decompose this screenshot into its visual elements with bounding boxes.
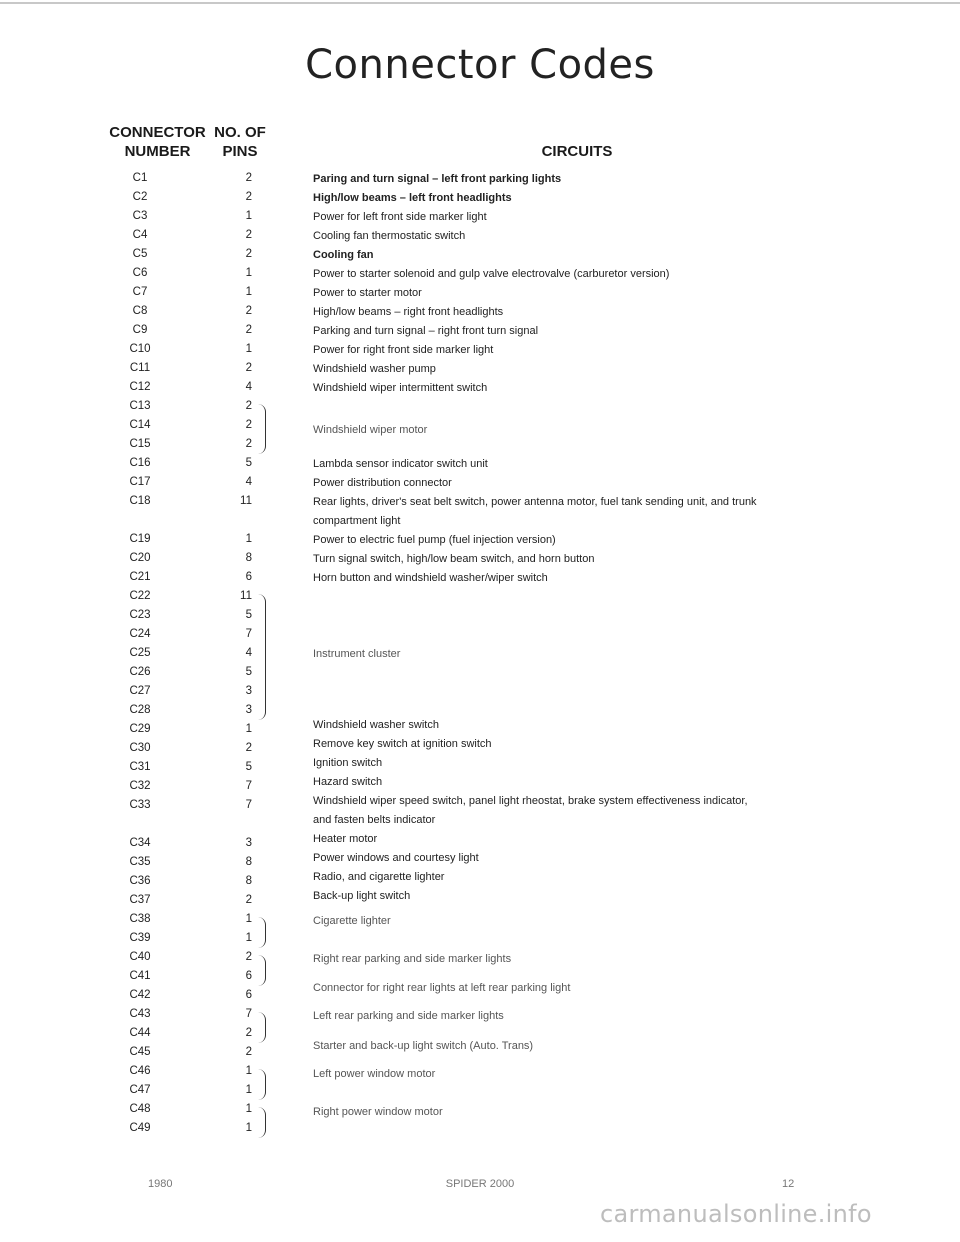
circuit-description: Windshield wiper motor — [313, 424, 428, 436]
pin-count: 6 — [245, 970, 252, 982]
connector-code: C38 — [129, 913, 151, 925]
circuit-description: Radio, and cigarette lighter — [313, 871, 445, 883]
connector-code: C11 — [129, 362, 151, 374]
circuit-description: Starter and back-up light switch (Auto. Trans) — [313, 1040, 534, 1052]
connector-code: C8 — [132, 305, 148, 317]
pin-count: 5 — [245, 761, 252, 773]
pin-count: 1 — [245, 533, 252, 545]
pin-count: 4 — [245, 381, 252, 393]
pin-count: 2 — [245, 419, 252, 431]
pin-count: 11 — [240, 590, 252, 602]
connector-code: C39 — [129, 932, 151, 944]
pin-count: 1 — [245, 913, 252, 925]
connector-code: C25 — [129, 647, 151, 659]
pin-count: 7 — [245, 628, 252, 640]
connector-code: C13 — [129, 400, 151, 412]
circuit-description: Rear lights, driver's seat belt switch, power antenna motor, fuel tank sending unit, and trunk — [313, 496, 757, 508]
circuit-description: Ignition switch — [313, 757, 383, 769]
pin-count: 1 — [245, 723, 252, 735]
pin-count: 2 — [245, 400, 252, 412]
connector-code: C47 — [129, 1084, 151, 1096]
connector-code: C32 — [129, 780, 151, 792]
connector-code: C20 — [129, 552, 151, 564]
circuit-description: Power to starter motor — [313, 287, 422, 299]
top-rule — [0, 2, 960, 4]
circuit-description: Power to electric fuel pump (fuel injection version) — [313, 534, 556, 546]
circuit-description: Power for right front side marker light — [313, 344, 494, 356]
pin-count: 7 — [245, 780, 252, 792]
connector-code: C17 — [129, 476, 151, 488]
connector-code: C9 — [132, 324, 148, 336]
pin-count: 2 — [245, 229, 252, 241]
pin-count: 5 — [245, 457, 252, 469]
header-pins-text: NO. OF PINS — [214, 124, 266, 160]
pin-count: 2 — [245, 191, 252, 203]
pin-count: 8 — [245, 856, 252, 868]
pin-count: 7 — [245, 1008, 252, 1020]
circuit-description: Power distribution connector — [313, 477, 452, 489]
circuit-description: High/low beams – left front headlights — [313, 192, 512, 204]
connector-code: C35 — [129, 856, 151, 868]
connector-code: C14 — [129, 419, 151, 431]
connector-code: C33 — [129, 799, 151, 811]
connector-code: C45 — [129, 1046, 151, 1058]
connector-code: C10 — [129, 343, 151, 355]
column-header-pins — [200, 123, 280, 161]
connector-code: C36 — [129, 875, 151, 887]
pin-count: 11 — [240, 495, 252, 507]
pin-count: 1 — [245, 286, 252, 298]
connector-code: C18 — [129, 495, 151, 507]
pin-count: 1 — [245, 1103, 252, 1115]
pin-count: 1 — [245, 1122, 252, 1134]
connector-code: C27 — [129, 685, 151, 697]
pin-count: 5 — [245, 666, 252, 678]
pin-count: 2 — [245, 438, 252, 450]
connector-code: C6 — [132, 267, 148, 279]
circuit-description: Right power window motor — [313, 1106, 443, 1118]
group-brace-c22-c28 — [258, 594, 266, 720]
pin-count: 1 — [245, 932, 252, 944]
connector-code: C7 — [132, 286, 148, 298]
page-title: Connector Codes — [305, 42, 655, 88]
pin-count: 3 — [245, 685, 252, 697]
connector-code: C16 — [129, 457, 151, 469]
connector-code: C48 — [129, 1103, 151, 1115]
connector-code: C1 — [132, 172, 148, 184]
connector-code: C19 — [129, 533, 151, 545]
connector-code: C24 — [129, 628, 151, 640]
pin-count: 1 — [245, 210, 252, 222]
circuit-description: Power for left front side marker light — [313, 211, 487, 223]
header-connector-text: CONNECTOR NUMBER — [109, 124, 206, 160]
connector-code: C34 — [129, 837, 151, 849]
pin-count: 2 — [245, 894, 252, 906]
connector-code: C40 — [129, 951, 151, 963]
connector-code: C30 — [129, 742, 151, 754]
pin-count: 8 — [245, 875, 252, 887]
connector-code: C28 — [129, 704, 151, 716]
connector-code: C3 — [132, 210, 148, 222]
pin-count: 2 — [245, 305, 252, 317]
pin-count: 7 — [245, 799, 252, 811]
pin-count: 4 — [245, 476, 252, 488]
connector-code: C43 — [129, 1008, 151, 1020]
footer-page-number: 12 — [782, 1178, 795, 1190]
circuit-description: Power windows and courtesy light — [313, 852, 479, 864]
circuit-description: Lambda sensor indicator switch unit — [313, 458, 488, 470]
pin-count: 5 — [245, 609, 252, 621]
group-brace-c46-c47 — [258, 1069, 266, 1100]
connector-code: C41 — [129, 970, 151, 982]
footer-year: 1980 — [148, 1178, 173, 1190]
connector-code: C49 — [129, 1122, 151, 1134]
circuit-description: Left power window motor — [313, 1068, 436, 1080]
circuit-description: Heater motor — [313, 833, 378, 845]
circuit-description: Horn button and windshield washer/wiper switch — [313, 572, 548, 584]
pin-count: 2 — [245, 1027, 252, 1039]
circuit-description: Power to starter solenoid and gulp valve electrovalve (carburetor version) — [313, 268, 670, 280]
footer-model: SPIDER 2000 — [445, 1178, 515, 1190]
circuit-description: Parking and turn signal – right front turn signal — [313, 325, 539, 337]
connector-code: C4 — [132, 229, 148, 241]
connector-code: C2 — [132, 191, 148, 203]
circuit-description: Right rear parking and side marker lights — [313, 953, 512, 965]
pin-count: 2 — [245, 362, 252, 374]
pin-count: 2 — [245, 172, 252, 184]
pin-count: 4 — [245, 647, 252, 659]
circuit-description: Back-up light switch — [313, 890, 411, 902]
pin-count: 3 — [245, 837, 252, 849]
circuit-description: Windshield washer pump — [313, 363, 436, 375]
circuit-description: High/low beams – right front headlights — [313, 306, 504, 318]
connector-code: C29 — [129, 723, 151, 735]
connector-code: C12 — [129, 381, 151, 393]
watermark-text: carmanualsonline.info — [600, 1200, 872, 1228]
group-brace-c13-c15 — [258, 404, 266, 454]
group-brace-c43-c44 — [258, 1012, 266, 1043]
circuit-description: Windshield washer switch — [313, 719, 439, 731]
pin-count: 1 — [245, 1065, 252, 1077]
pin-count: 1 — [245, 267, 252, 279]
circuit-description: and fasten belts indicator — [313, 814, 436, 826]
circuit-description: Cooling fan thermostatic switch — [313, 230, 466, 242]
connector-code: C23 — [129, 609, 151, 621]
circuit-description: Remove key switch at ignition switch — [313, 738, 492, 750]
group-brace-c40-c41 — [258, 955, 266, 986]
circuit-description: Turn signal switch, high/low beam switch, and horn button — [313, 553, 595, 565]
pin-count: 3 — [245, 704, 252, 716]
connector-code: C42 — [129, 989, 151, 1001]
circuit-description: Left rear parking and side marker lights — [313, 1010, 504, 1022]
pin-count: 2 — [245, 1046, 252, 1058]
connector-code: C21 — [129, 571, 151, 583]
pin-count: 2 — [245, 951, 252, 963]
group-brace-c48-c49 — [258, 1107, 266, 1138]
column-header-circuits: CIRCUITS — [541, 143, 613, 160]
circuit-description: Paring and turn signal – left front parking lights — [313, 173, 562, 185]
group-brace-c38-c39 — [258, 917, 266, 948]
circuit-description: Connector for right rear lights at left rear parking light — [313, 982, 571, 994]
connector-code: C46 — [129, 1065, 151, 1077]
pin-count: 2 — [245, 742, 252, 754]
circuit-description: Hazard switch — [313, 776, 383, 788]
circuit-description: compartment light — [313, 515, 401, 527]
pin-count: 1 — [245, 343, 252, 355]
connector-code: C22 — [129, 590, 151, 602]
circuit-description: Cigarette lighter — [313, 915, 391, 927]
connector-code: C26 — [129, 666, 151, 678]
connector-code: C44 — [129, 1027, 151, 1039]
connector-code: C37 — [129, 894, 151, 906]
pin-count: 1 — [245, 1084, 252, 1096]
pin-count: 8 — [245, 552, 252, 564]
connector-code: C31 — [129, 761, 151, 773]
pin-count: 6 — [245, 571, 252, 583]
circuit-description: Instrument cluster — [313, 648, 401, 660]
circuit-description: Windshield wiper speed switch, panel light rheostat, brake system effectiveness indicator, — [313, 795, 748, 807]
circuit-description: Cooling fan — [313, 249, 374, 261]
pin-count: 6 — [245, 989, 252, 1001]
circuit-description: Windshield wiper intermittent switch — [313, 382, 488, 394]
connector-code: C5 — [132, 248, 148, 260]
pin-count: 2 — [245, 324, 252, 336]
pin-count: 2 — [245, 248, 252, 260]
connector-code: C15 — [129, 438, 151, 450]
